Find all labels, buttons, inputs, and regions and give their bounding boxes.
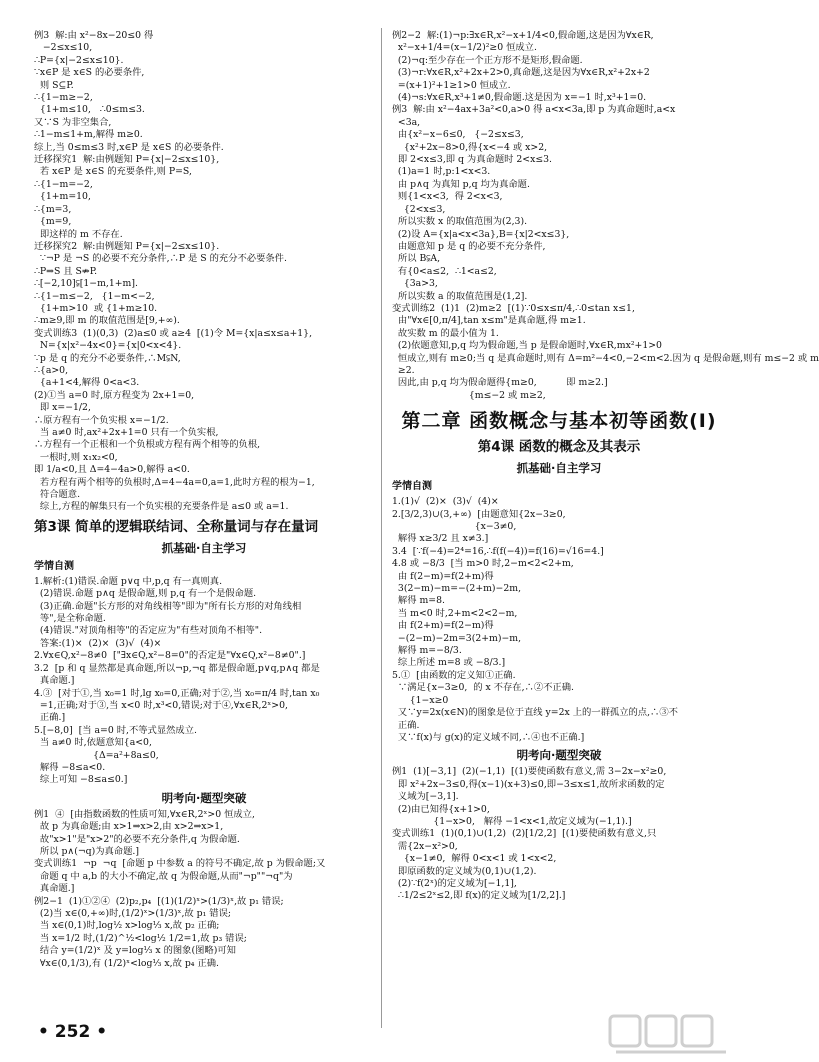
watermark-logo-icon — [606, 1010, 736, 1058]
text-line: 例1 (1)[−3,1] (2)(−1,1) [(1)要使函数有意义,需 3−2x−x²≥0, — [392, 766, 667, 778]
text-line: {m=9, — [34, 216, 72, 228]
text-line: 5.[−8,0] [当 a=0 时,不等式显然成立. — [34, 724, 197, 736]
text-line: 综上,方程的解集只有一个负实根的充要条件是 a≤0 或 a=1. — [34, 501, 289, 513]
text-line: N={x|x²−4x<0}={x|0<x<4}. — [34, 340, 182, 352]
text-line: 5.① [由函数的定义知①正确. — [392, 669, 516, 681]
text-line: ∵¬P 是 ¬S 的必要不充分条件,∴P 是 S 的充分不必要条件. — [34, 253, 287, 265]
text-line: 故实数 m 的最小值为 1. — [392, 327, 499, 339]
text-line: 故 p 为真命题;由 x>1⇒x>2,由 x>2⇒x>1, — [34, 821, 224, 833]
text-line: 综上所述 m=8 或 −8/3.] — [392, 657, 506, 669]
text-line: 3(2−m)−m=−(2+m)−2m, — [392, 583, 522, 595]
text-line: =1,正确;对于③,当 x<0 时,x³<0,错误;对于④,∀x∈R,2ˣ>0, — [34, 699, 288, 711]
text-line: ∵p 是 q 的充分不必要条件,∴M⫋N, — [34, 352, 181, 364]
column-divider — [381, 28, 382, 1028]
text-line: (3)¬r:∀x∈R,x²+2x+2>0,真命题,这是因为∀x∈R,x²+2x+2 — [392, 67, 650, 79]
subsection-heading: 学情自测 — [392, 481, 432, 493]
text-line: 4.③ [对于①,当 x₀=1 时,lg x₀=0,正确;对于②,当 x₀=π/4 时,tan x₀ — [34, 687, 320, 699]
text-line: 故"x>1"是"x>2"的必要不充分条件,q 为假命题. — [34, 833, 240, 845]
text-line: {3a>3, — [392, 278, 438, 290]
page-number: • 252 • — [38, 1022, 108, 1042]
text-line: 符合题意. — [34, 489, 81, 501]
text-line: {x−1≠0, 解得 0<x<1 或 1<x<2, — [392, 853, 557, 865]
text-line: x²−x+1/4=(x−1/2)²≥0 恒成立. — [392, 42, 537, 54]
text-line: 2.[3/2,3)∪(3,+∞) [由题意知{2x−3≥0, — [392, 508, 566, 520]
text-line: −2≤x≤10, — [34, 42, 93, 54]
text-line: (2)∵f(2ˣ)的定义域为[−1,1], — [392, 877, 517, 889]
text-line: 解得 −8≤a<0. — [34, 761, 106, 773]
text-line: 若 x∈P 是 x∈S 的充要条件,则 P=S, — [34, 166, 192, 178]
text-line: 一根时,则 x₁x₂<0, — [34, 451, 118, 463]
text-line: 答案:(1)× (2)× (3)√ (4)× — [34, 637, 162, 649]
text-line: 正确. — [392, 719, 420, 731]
text-line: {1+m>10 或 {1+m≥10. — [34, 302, 158, 314]
text-line: ∴原方程有一个负实根 x=−1/2. — [34, 414, 169, 426]
text-line: 由 p∧q 为真知 p,q 均为真命题. — [392, 178, 530, 190]
text-line: 即 x²+2x−3≤0,得(x−1)(x+3)≤0,即−3≤x≤1,故所求函数的定 — [392, 778, 665, 790]
text-line: 例1 ④ [由指数函数的性质可知,∀x∈R,2ˣ>0 恒成立, — [34, 808, 255, 820]
text-line: 当 a≠0 时,ax²+2x+1=0 只有一个负实根, — [34, 427, 219, 438]
text-line: 需{2x−x²>0, — [392, 840, 458, 852]
text-line: 所以 p∧(¬q)为真命题.] — [34, 845, 139, 857]
text-line: 迁移探究1 解:由例题知 P={x|−2≤x≤10}, — [34, 154, 220, 166]
text-line: 2.∀x∈Q,x²−8≠0 ["∃x∈Q,x²−8=0"的否定是"∀x∈Q,x²−8≠0".] — [34, 650, 306, 662]
text-line: ∴{m=3, — [34, 203, 72, 215]
text-line: −(2−m)−2m=3(2+m)−m, — [392, 632, 522, 644]
text-line: 等",是全称命题. — [34, 613, 106, 625]
text-line: 变式训练1 (1)(0,1)∪(1,2) (2)[1/2,2] [(1)要使函数有意义,只 — [392, 828, 657, 840]
text-line: ∀x∈(0,1/3),有 (1/2)ˣ<log⅓ x,故 p₄ 正确. — [34, 957, 220, 969]
text-line: (2)错误.命题 p∧q 是假命题,则 p,q 有一个是假命题. — [34, 588, 257, 600]
text-line: 有{0<a≤2, ∴1<a≤2, — [392, 265, 497, 277]
text-line: 3.2 [p 和 q 显然都是真命题,所以¬p,¬q 都是假命题,p∨q,p∧q 都是 — [34, 662, 320, 674]
text-line: (3)正确.命题"长方形的对角线相等"即为"所有长方形的对角线相 — [34, 600, 302, 612]
text-line: 即原函数的定义域为(0,1)∪(1,2). — [392, 865, 537, 877]
subsection-heading: 学情自测 — [34, 560, 74, 572]
text-line: 即 1/a<0,且 Δ=4−4a>0,解得 a<0. — [34, 464, 190, 476]
text-line: ∴P={x|−2≤x≤10}. — [34, 54, 124, 66]
text-line: 所以实数 x 的取值范围为(2,3). — [392, 216, 528, 228]
text-line: (2)①当 a=0 时,原方程变为 2x+1=0, — [34, 389, 195, 401]
text-line: ∴P⇒S 且 S⇏P. — [34, 265, 98, 277]
section-heading: 明考向·题型突破 — [516, 748, 602, 763]
text-line: 由 f(2+m)=f(2−m)得 — [392, 620, 494, 632]
text-line: 义域为[−3,1]. — [392, 791, 459, 803]
lesson-heading: 第3课 简单的逻辑联结词、全称量词与存在量词 — [34, 518, 319, 535]
text-line: 当 x=1/2 时,(1/2)^½<log½ 1/2=1,故 p₃ 错误; — [34, 932, 247, 944]
text-line: ∴{1−m≥−2, — [34, 92, 93, 104]
text-line: ∴m≥9,即 m 的取值范围是[9,+∞). — [34, 315, 180, 327]
text-line: 真命题.] — [34, 675, 75, 687]
text-line: 变式训练1 ¬p ¬q [命题 p 中参数 a 的符号不确定,故 p 为假命题;又 — [34, 858, 326, 870]
text-line: (1)a=1 时,p:1<x<3. — [392, 166, 491, 178]
text-line: {x²+2x−8>0,得{x<−4 或 x>2, — [392, 141, 548, 153]
text-line: ∴方程有一个正根和一个负根或方程有两个相等的负根, — [34, 439, 261, 451]
text-line: 由 f(2−m)=f(2+m)得 — [392, 570, 494, 582]
text-line: (2)¬q:至少存在一个正方形不是矩形,假命题. — [392, 54, 583, 66]
text-line: 例3 解:由 x²−8x−20≤0 得 — [34, 30, 154, 41]
text-line: 则 S⊆P. — [34, 79, 74, 91]
right-column — [392, 30, 819, 1030]
text-line: 又∵S 为非空集合, — [34, 116, 112, 128]
text-line: 综上可知 −8≤a≤0.] — [34, 774, 128, 786]
section-heading: 抓基础·自主学习 — [161, 540, 247, 555]
text-line: 由"∀x∈[0,π/4],tan x≤m"是真命题,得 m≥1. — [392, 315, 586, 327]
text-line: 1.解析:(1)错误.命题 p∨q 中,p,q 有一真则真. — [34, 575, 223, 587]
text-line: =(x+1)²+1≥1>0 恒成立. — [392, 79, 511, 91]
text-line: 若方程有两个相等的负根时,Δ=4−4a=0,a=1,此时方程的根为−1, — [34, 476, 315, 488]
text-line: (4)¬s:∀x∈R,x³+1≠0,假命题.这是因为 x=−1 时,x³+1=0. — [392, 92, 647, 104]
text-line: 结合 y=(1/2)ˣ 及 y=log⅓ x 的图象(图略)可知 — [34, 945, 236, 957]
text-line: 变式训练2 (1)1 (2)m≥2 [(1)∵0≤x≤π/4,∴0≤tan x≤1, — [392, 302, 635, 314]
text-line: ∴1−m≤1+m,解得 m≥0. — [34, 129, 143, 141]
lesson-heading: 第4课 函数的概念及其表示 — [477, 439, 641, 456]
left-column — [34, 30, 374, 995]
text-line: 命题 q 中 a,b 的大小不确定,故 q 为假命题,从而"¬p""¬q"为 — [34, 870, 293, 882]
text-line: 真命题.] — [34, 883, 75, 895]
text-line: {1−x>0, 解得 −1<x<1,故定义域为(−1,1).] — [392, 815, 632, 827]
text-line: 所以 B⫋A, — [392, 253, 441, 265]
text-line: 解得 x≥3/2 且 x≠3.] — [392, 533, 489, 545]
text-line: {x−3≠0, — [392, 521, 517, 532]
text-line: 解得 m=−8/3. — [392, 645, 462, 657]
text-line: 则{1<x<3, 得 2<x<3, — [392, 191, 503, 203]
text-line: ∴{1−m=−2, — [34, 178, 93, 190]
text-line: 由题意知 p 是 q 的必要不充分条件, — [392, 240, 546, 252]
text-line: <3a, — [392, 116, 421, 128]
text-line: 即 2<x≤3,即 q 为真命题时 2<x≤3. — [392, 154, 552, 166]
chapter-heading: 第二章 函数概念与基本初等函数(Ⅰ) — [401, 410, 717, 433]
text-line: 又∵y=2x(x∈N)的图象是位于直线 y=2x 上的一群孤立的点,∴③不 — [392, 707, 678, 719]
text-line: 正确.] — [34, 712, 66, 724]
text-line: (2)由已知得{x+1>0, — [392, 803, 490, 815]
text-line: 例3 解:由 x²−4ax+3a²<0,a>0 得 a<x<3a,即 p 为真命题时,a<x — [392, 104, 676, 116]
text-line: 由{x²−x−6≤0, {−2≤x≤3, — [392, 129, 524, 141]
text-line: ∴1/2≤2ˣ≤2,即 f(x)的定义域为[1/2,2].] — [392, 890, 566, 902]
text-line: 当 m<0 时,2+m<2<2−m, — [392, 607, 518, 619]
text-line: 1.(1)√ (2)× (3)√ (4)× — [392, 496, 499, 508]
text-line: 迁移探究2 解:由例题知 P={x|−2≤x≤10}. — [34, 240, 220, 252]
text-line: 4.8 或 −8/3 [当 m>0 时,2−m<2<2+m, — [392, 558, 574, 570]
section-heading: 抓基础·自主学习 — [516, 461, 602, 476]
text-line: {1+m≤10, ∴0≤m≤3. — [34, 104, 145, 116]
text-line: ∴{a>0, — [34, 364, 69, 376]
text-line: 例2−1 (1)①②④ (2)p₂,p₄ [(1)(1/2)ˣ>(1/3)ˣ,故 p₁ 错误; — [34, 895, 284, 907]
text-line: ∴[−2,10]⫋[1−m,1+m]. — [34, 278, 138, 290]
text-line: (2)当 x∈(0,+∞)时,(1/2)ˣ>(1/3)ˣ,故 p₁ 错误; — [34, 908, 232, 919]
text-line: 恒成立,则有 m≥0;当 q 是真命题时,则有 Δ=m²−4<0,−2<m<2.因为 q 是假命题,则有 m≤−2 或 m — [392, 352, 819, 364]
text-line: 又∵f(x)与 g(x)的定义域不同,∴④也不正确.] — [392, 731, 585, 743]
text-line: ∵满足{x−3≥0, 的 x 不存在,∴②不正确. — [392, 682, 574, 694]
text-line: {m≤−2 或 m≥2, — [392, 389, 546, 401]
text-line: {1+m=10, — [34, 191, 91, 203]
text-line: 综上,当 0≤m≤3 时,x∈P 是 x∈S 的必要条件. — [34, 141, 224, 153]
text-line: 变式训练3 (1)(0,3) (2)a≤0 或 a≥4 [(1)令 M={x|a≤x≤a+1}, — [34, 327, 313, 339]
text-line: ≥2. — [392, 364, 415, 376]
text-line: (2)设 A={x|a<x<3a},B={x|2<x≤3}, — [392, 228, 570, 240]
text-line: 例2−2 解:(1)¬p:∃x∈R,x²−x+1/4<0,假命题,这是因为∀x∈R, — [392, 30, 654, 41]
text-line: 所以实数 a 的取值范围是(1,2]. — [392, 290, 528, 302]
text-line: 解得 m=8. — [392, 595, 445, 607]
text-line: 3.4 [∵f(−4)=2⁴=16,∴f(f(−4))=f(16)=√16=4.] — [392, 545, 604, 557]
text-line: (4)错误."对顶角相等"的否定应为"有些对顶角不相等". — [34, 625, 263, 637]
section-heading: 明考向·题型突破 — [161, 790, 247, 805]
text-line: 即这样的 m 不存在. — [34, 228, 123, 240]
text-line: ∵x∈P 是 x∈S 的必要条件, — [34, 67, 145, 79]
text-line: {2<x≤3, — [392, 203, 446, 215]
text-line: {Δ=a²+8a≤0, — [34, 749, 159, 761]
text-line: {1−x≥0 — [392, 694, 449, 706]
text-line: (2)依题意知,p,q 均为假命题,当 p 是假命题时,∀x∈R,mx²+1>0 — [392, 340, 662, 352]
text-line: {a+1<4,解得 0<a<3. — [34, 377, 140, 389]
text-line: ∴{1−m≤−2, {1−m<−2, — [34, 290, 155, 302]
text-line: 即 x=−1/2, — [34, 402, 91, 414]
text-line: 当 a≠0 时,依题意知{a<0, — [34, 737, 152, 749]
text-line: 因此,由 p,q 均为假命题得{m≥0, 即 m≥2.] — [392, 377, 608, 389]
text-line: 当 x∈(0,1)时,log½ x>log⅓ x,故 p₂ 正确; — [34, 920, 220, 932]
